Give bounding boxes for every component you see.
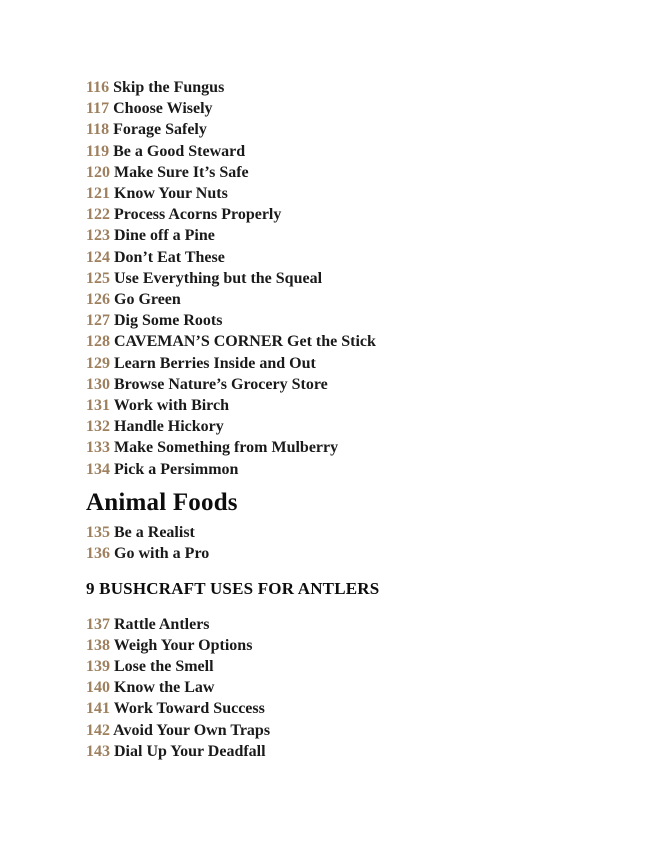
entry-number: 142 (86, 721, 110, 739)
entry-number: 128 (86, 333, 110, 351)
toc-entry (86, 183, 634, 204)
toc-entry (86, 416, 634, 437)
toc-entry (86, 656, 634, 677)
entry-number: 118 (86, 121, 110, 139)
toc-entry (86, 720, 634, 741)
entry-title: Rattle Antlers (114, 615, 210, 633)
toc-entry (86, 614, 634, 635)
entry-title: Process Acorns Properly (114, 206, 282, 224)
toc-entry (86, 374, 634, 395)
entry-title: Don’t Eat These (114, 248, 225, 266)
entry-title: Know the Law (114, 679, 215, 697)
entry-number: 119 (86, 142, 110, 160)
entry-title: Make Something from Mulberry (114, 439, 339, 457)
entry-number: 117 (86, 100, 110, 118)
toc-entry (86, 395, 634, 416)
toc-entry-list (86, 614, 634, 762)
entry-number: 132 (86, 418, 110, 436)
entry-title: Forage Safely (113, 121, 207, 139)
entry-number: 141 (86, 700, 110, 718)
entry-title: Skip the Fungus (113, 79, 225, 96)
toc-entry (86, 522, 634, 543)
entry-title: Choose Wisely (113, 100, 213, 118)
entry-number: 133 (86, 439, 110, 457)
entry-title: Work Toward Success (113, 700, 265, 718)
toc-entry (86, 543, 634, 564)
entry-number: 121 (86, 185, 110, 203)
toc-entry (86, 459, 634, 480)
entry-number: 134 (86, 460, 110, 478)
toc-entry (86, 741, 634, 762)
entry-number: 124 (86, 248, 110, 266)
toc-entry (86, 225, 634, 246)
entry-title: Be a Good Steward (113, 142, 246, 160)
entry-title: Avoid Your Own Traps (113, 721, 271, 739)
entry-number: 130 (86, 375, 110, 393)
entry-title: Work with Birch (113, 397, 229, 415)
toc-entry (86, 437, 634, 458)
entry-title: CAVEMAN’S CORNER Get the Stick (114, 333, 376, 351)
entry-number: 116 (86, 79, 110, 96)
toc-entry (86, 698, 634, 719)
toc-entry (86, 310, 634, 331)
toc-entry-list (86, 77, 634, 480)
entry-title: Know Your Nuts (114, 185, 228, 203)
entry-title: Use Everything but the Squeal (114, 269, 323, 287)
entry-title: Go Green (114, 291, 181, 309)
entry-number: 122 (86, 206, 110, 224)
entry-number: 120 (86, 163, 110, 181)
entry-title: Dine off a Pine (114, 227, 215, 245)
toc-entry (86, 635, 634, 656)
entry-title: Go with a Pro (114, 544, 210, 562)
toc-entry (86, 247, 634, 268)
entry-number: 143 (86, 742, 110, 760)
entry-title: Be a Realist (114, 523, 195, 541)
entry-number: 125 (86, 269, 110, 287)
entry-number: 139 (86, 657, 110, 675)
toc-entry (86, 119, 634, 140)
entry-number: 131 (86, 397, 110, 415)
toc-entry (86, 98, 634, 119)
entry-number: 137 (86, 615, 110, 633)
entry-number: 129 (86, 354, 110, 372)
chapter-heading: Animal Foods (86, 488, 238, 516)
table-of-contents (86, 77, 634, 762)
entry-number: 140 (86, 679, 110, 697)
entry-title: Dial Up Your Deadfall (114, 742, 266, 760)
entry-title: Handle Hickory (114, 418, 224, 436)
entry-title: Lose the Smell (114, 657, 214, 675)
toc-entry (86, 77, 634, 98)
entry-number: 126 (86, 291, 110, 309)
section-heading: 9 BUSHCRAFT USES FOR ANTLERS (86, 579, 380, 599)
entry-number: 135 (86, 523, 110, 541)
entry-number: 136 (86, 544, 110, 562)
entry-number: 127 (86, 312, 110, 330)
toc-entry (86, 162, 634, 183)
entry-title: Make Sure It’s Safe (114, 163, 249, 181)
toc-entry (86, 353, 634, 374)
toc-entry (86, 204, 634, 225)
toc-entry-list (86, 522, 634, 564)
toc-entry (86, 141, 634, 162)
toc-entry (86, 289, 634, 310)
entry-number: 138 (86, 636, 110, 654)
entry-number: 123 (86, 227, 110, 245)
entry-title: Learn Berries Inside and Out (114, 354, 316, 372)
toc-entry (86, 268, 634, 289)
toc-entry (86, 677, 634, 698)
toc-entry (86, 331, 634, 352)
entry-title: Dig Some Roots (114, 312, 223, 330)
entry-title: Browse Nature’s Grocery Store (114, 375, 328, 393)
entry-title: Weigh Your Options (113, 636, 253, 654)
entry-title: Pick a Persimmon (114, 460, 239, 478)
